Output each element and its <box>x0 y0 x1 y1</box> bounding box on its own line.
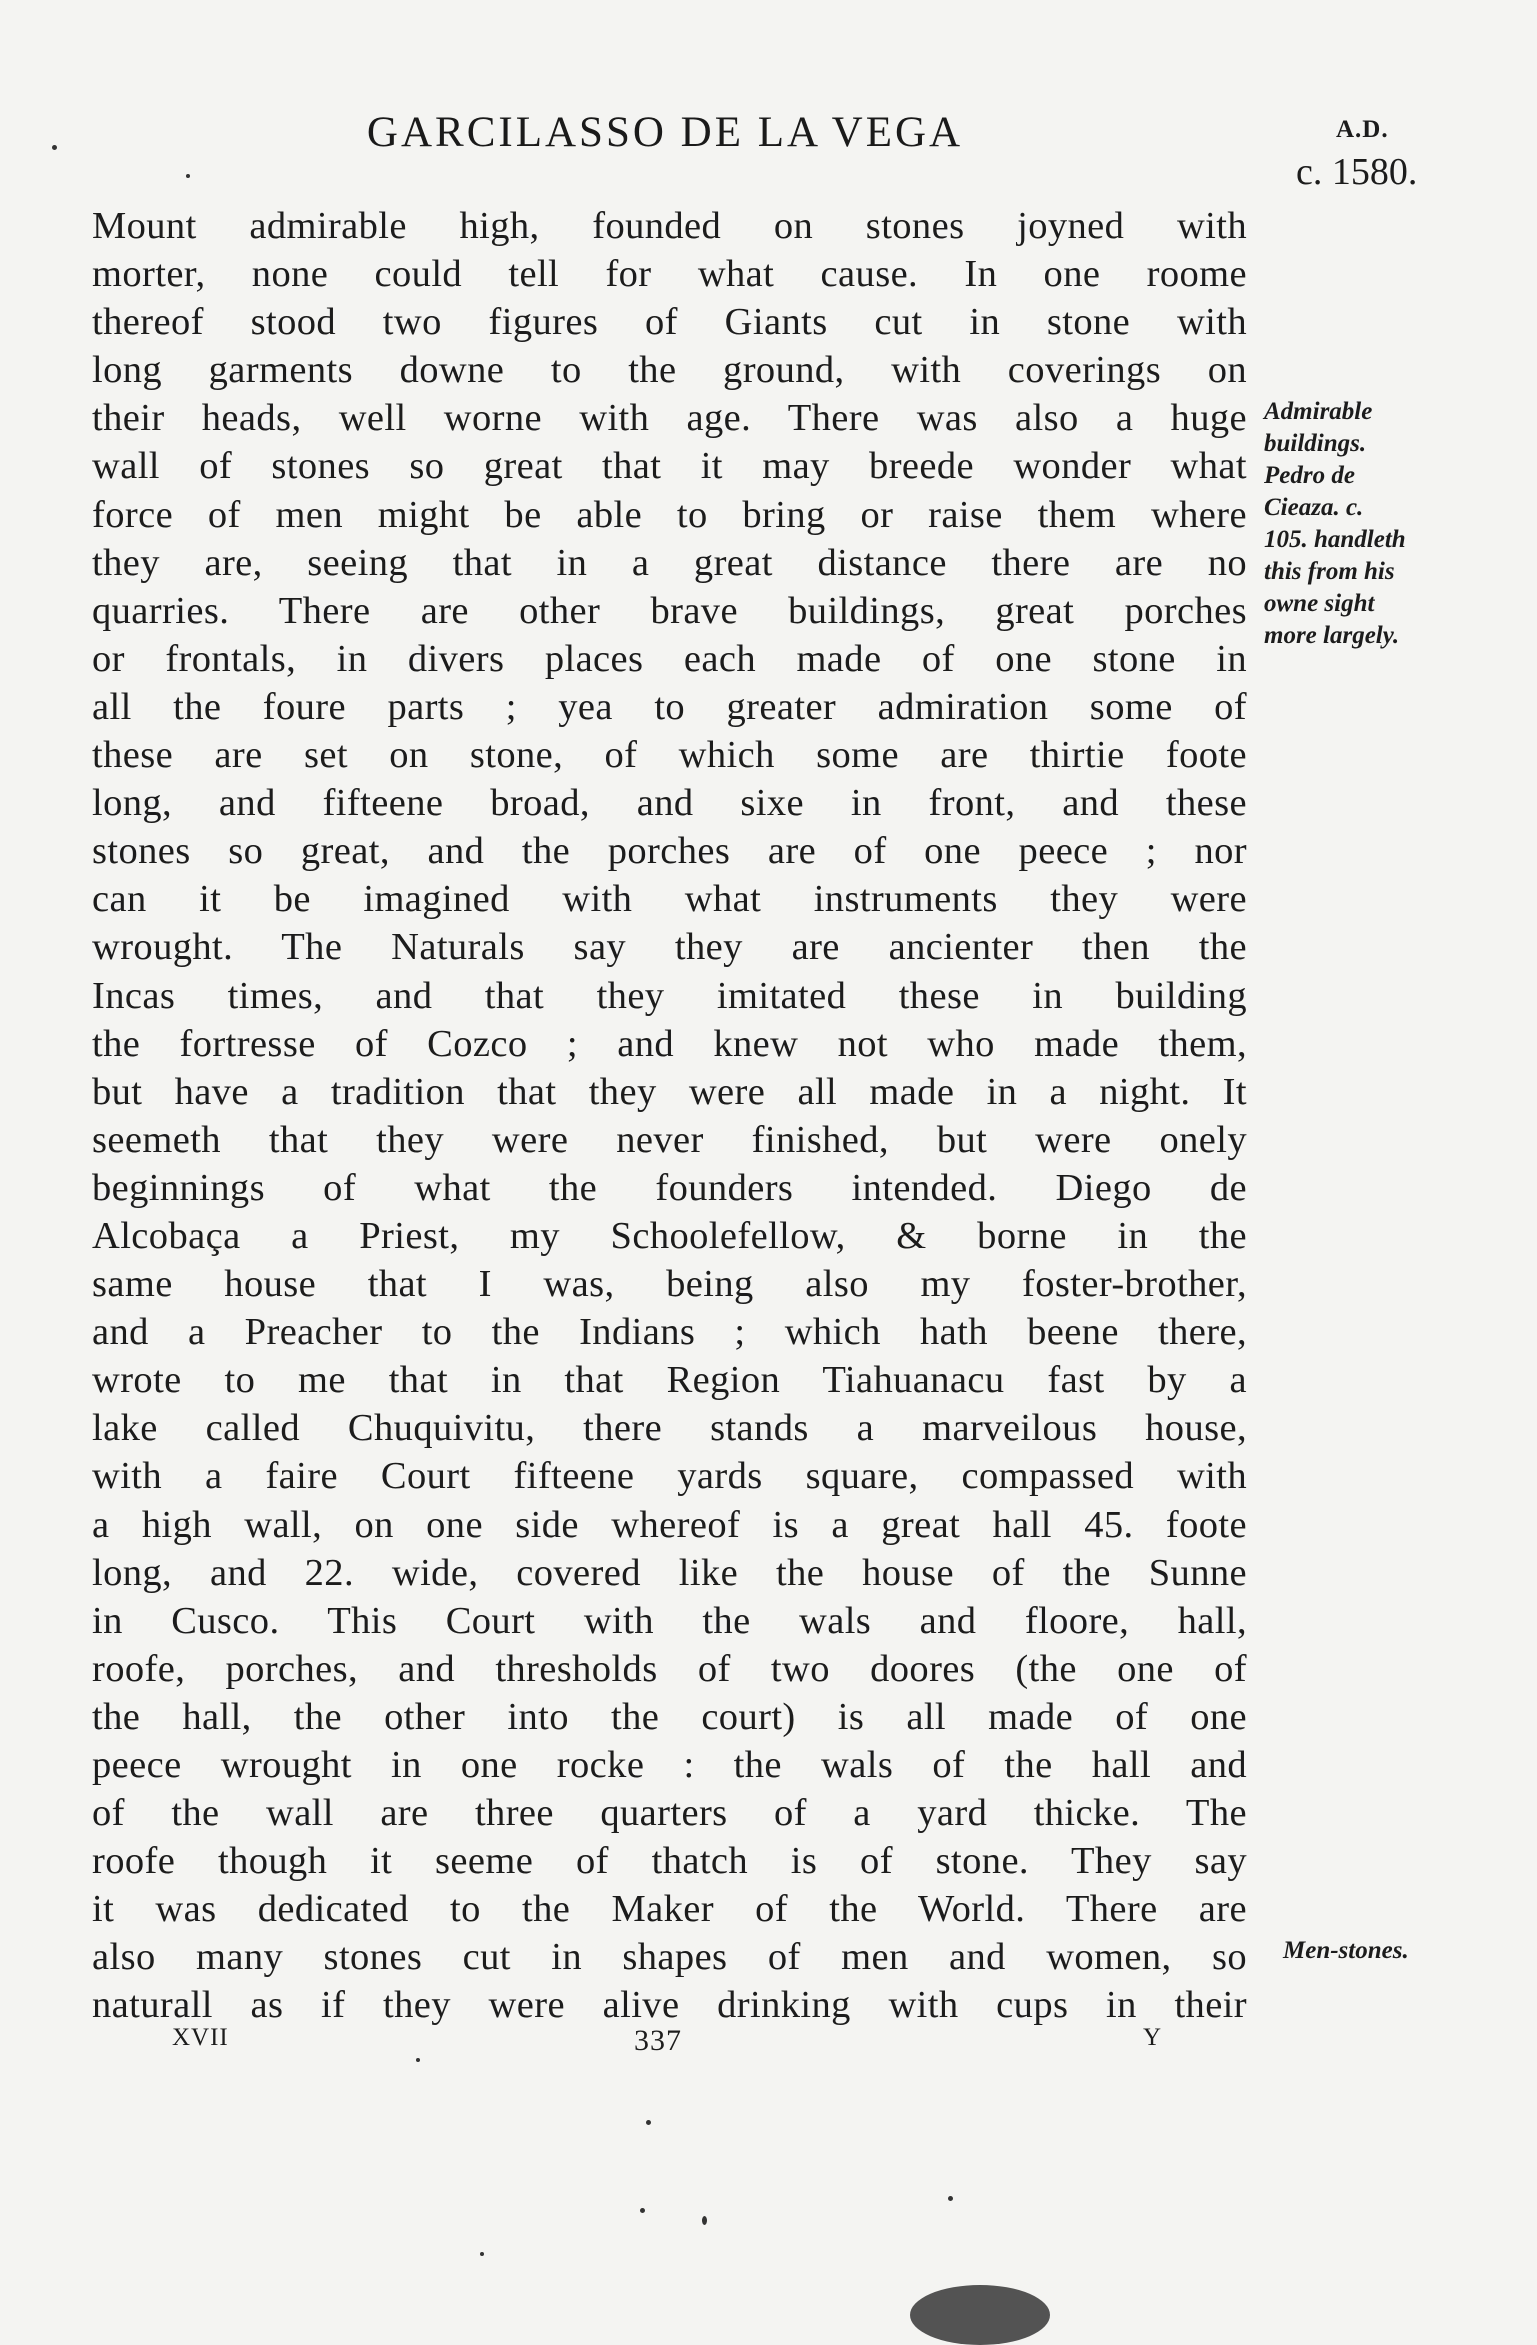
sidenote-line: 105. handleth <box>1264 526 1406 553</box>
sidenote-line: Men-stones. <box>1283 1937 1409 1964</box>
text-line: the hall, the other into the court) is all made of one <box>92 1695 1247 1738</box>
text-line: roofe though it seeme of thatch is of stone. They say <box>92 1840 1247 1883</box>
sidenote-admirable-buildings <box>1264 396 1406 652</box>
signature-mark: XVII <box>172 2024 229 2051</box>
text-line: beginnings of what the founders intended. Diego de <box>92 1166 1247 1209</box>
text-line: these are set on stone, of which some are thirtie foote <box>92 734 1247 777</box>
text-line: morter, none could tell for what cause. In one roome <box>92 253 1247 296</box>
text-line: wrote to me that in that Region Tiahuanacu fast by a <box>92 1359 1247 1402</box>
text-line: Alcobaça a Priest, my Schoolefellow, & borne in the <box>92 1214 1247 1257</box>
text-line: seemeth that they were never finished, but were onely <box>92 1118 1247 1161</box>
text-line: force of men might be able to bring or raise them where <box>92 493 1247 536</box>
text-line: wrought. The Naturals say they are ancienter then the <box>92 926 1247 969</box>
text-line: can it be imagined with what instruments they were <box>92 878 1247 921</box>
text-line: lake called Chuquivitu, there stands a marveilous house, <box>92 1407 1247 1450</box>
scan-speck <box>416 2058 420 2062</box>
text-line: all the foure parts ; yea to greater admiration some of <box>92 685 1247 728</box>
scan-blot <box>910 2285 1050 2345</box>
text-line: peece wrought in one rocke : the wals of the hall and <box>92 1744 1247 1786</box>
body-text <box>92 202 1247 2030</box>
text-line: long, and fifteene broad, and sixe in front, and these <box>92 782 1247 825</box>
text-line: their heads, well worne with age. There was also a huge <box>92 397 1247 440</box>
text-line: Incas times, and that they imitated these in building <box>92 974 1247 1017</box>
text-line: Mount admirable high, founded on stones joyned with <box>92 205 1247 247</box>
date-label: A.D. <box>1336 116 1389 143</box>
scan-speck <box>948 2196 953 2201</box>
text-line: and a Preacher to the Indians ; which hath beene there, <box>92 1311 1247 1354</box>
text-line: but have a tradition that they were all made in a night. It <box>92 1070 1247 1113</box>
scan-speck <box>480 2252 484 2256</box>
text-line: with a faire Court fifteene yards square, compassed with <box>92 1455 1247 1498</box>
text-line: or frontals, in divers places each made of one stone in <box>92 637 1247 680</box>
text-line: the fortresse of Cozco ; and knew not who made them, <box>92 1022 1247 1065</box>
text-line: same house that I was, being also my foster-brother, <box>92 1263 1247 1306</box>
scan-speck <box>640 2208 645 2213</box>
text-line: naturall as if they were alive drinking with cups in their <box>92 1984 1247 2027</box>
text-line: roofe, porches, and thresholds of two doores (the one of <box>92 1647 1247 1690</box>
text-line: a high wall, on one side whereof is a great hall 45. foote <box>92 1503 1247 1546</box>
text-line: they are, seeing that in a great distance there are no <box>92 541 1247 584</box>
sidenote-line: Cieaza. c. <box>1264 494 1364 521</box>
sidenote-men-stones <box>1283 1935 1409 1967</box>
text-line: quarries. There are other brave buildings, great porches <box>92 589 1247 632</box>
running-title: GARCILASSO DE LA VEGA <box>366 109 964 156</box>
text-line: it was dedicated to the Maker of the World. There are <box>92 1888 1247 1931</box>
gathering-mark: Y <box>1143 2024 1163 2051</box>
scan-speck <box>646 2120 651 2125</box>
sidenote-line: Pedro de <box>1264 462 1355 489</box>
sidenote-line: buildings. <box>1264 430 1367 457</box>
text-line: thereof stood two figures of Giants cut in stone with <box>92 301 1247 344</box>
sidenote-line: Admirable <box>1264 398 1373 425</box>
sidenote-line: owne sight <box>1264 590 1375 617</box>
text-line: also many stones cut in shapes of men and women, so <box>92 1936 1247 1979</box>
text-line: in Cusco. This Court with the wals and floore, hall, <box>92 1599 1247 1642</box>
text-line: of the wall are three quarters of a yard thicke. The <box>92 1792 1247 1835</box>
text-line: stones so great, and the porches are of one peece ; nor <box>92 830 1247 873</box>
date-value: c. 1580. <box>1296 151 1418 193</box>
text-line: long, and 22. wide, covered like the house of the Sunne <box>92 1551 1247 1594</box>
sidenote-line: this from his <box>1264 558 1395 585</box>
scan-speck <box>702 2216 707 2225</box>
text-line: long garments downe to the ground, with coverings on <box>92 349 1247 392</box>
text-line: wall of stones so great that it may breede wonder what <box>92 445 1247 488</box>
sidenote-line: more largely. <box>1264 622 1400 649</box>
page-number: 337 <box>634 2024 682 2057</box>
scan-speck <box>52 145 57 150</box>
scan-speck <box>186 174 190 178</box>
